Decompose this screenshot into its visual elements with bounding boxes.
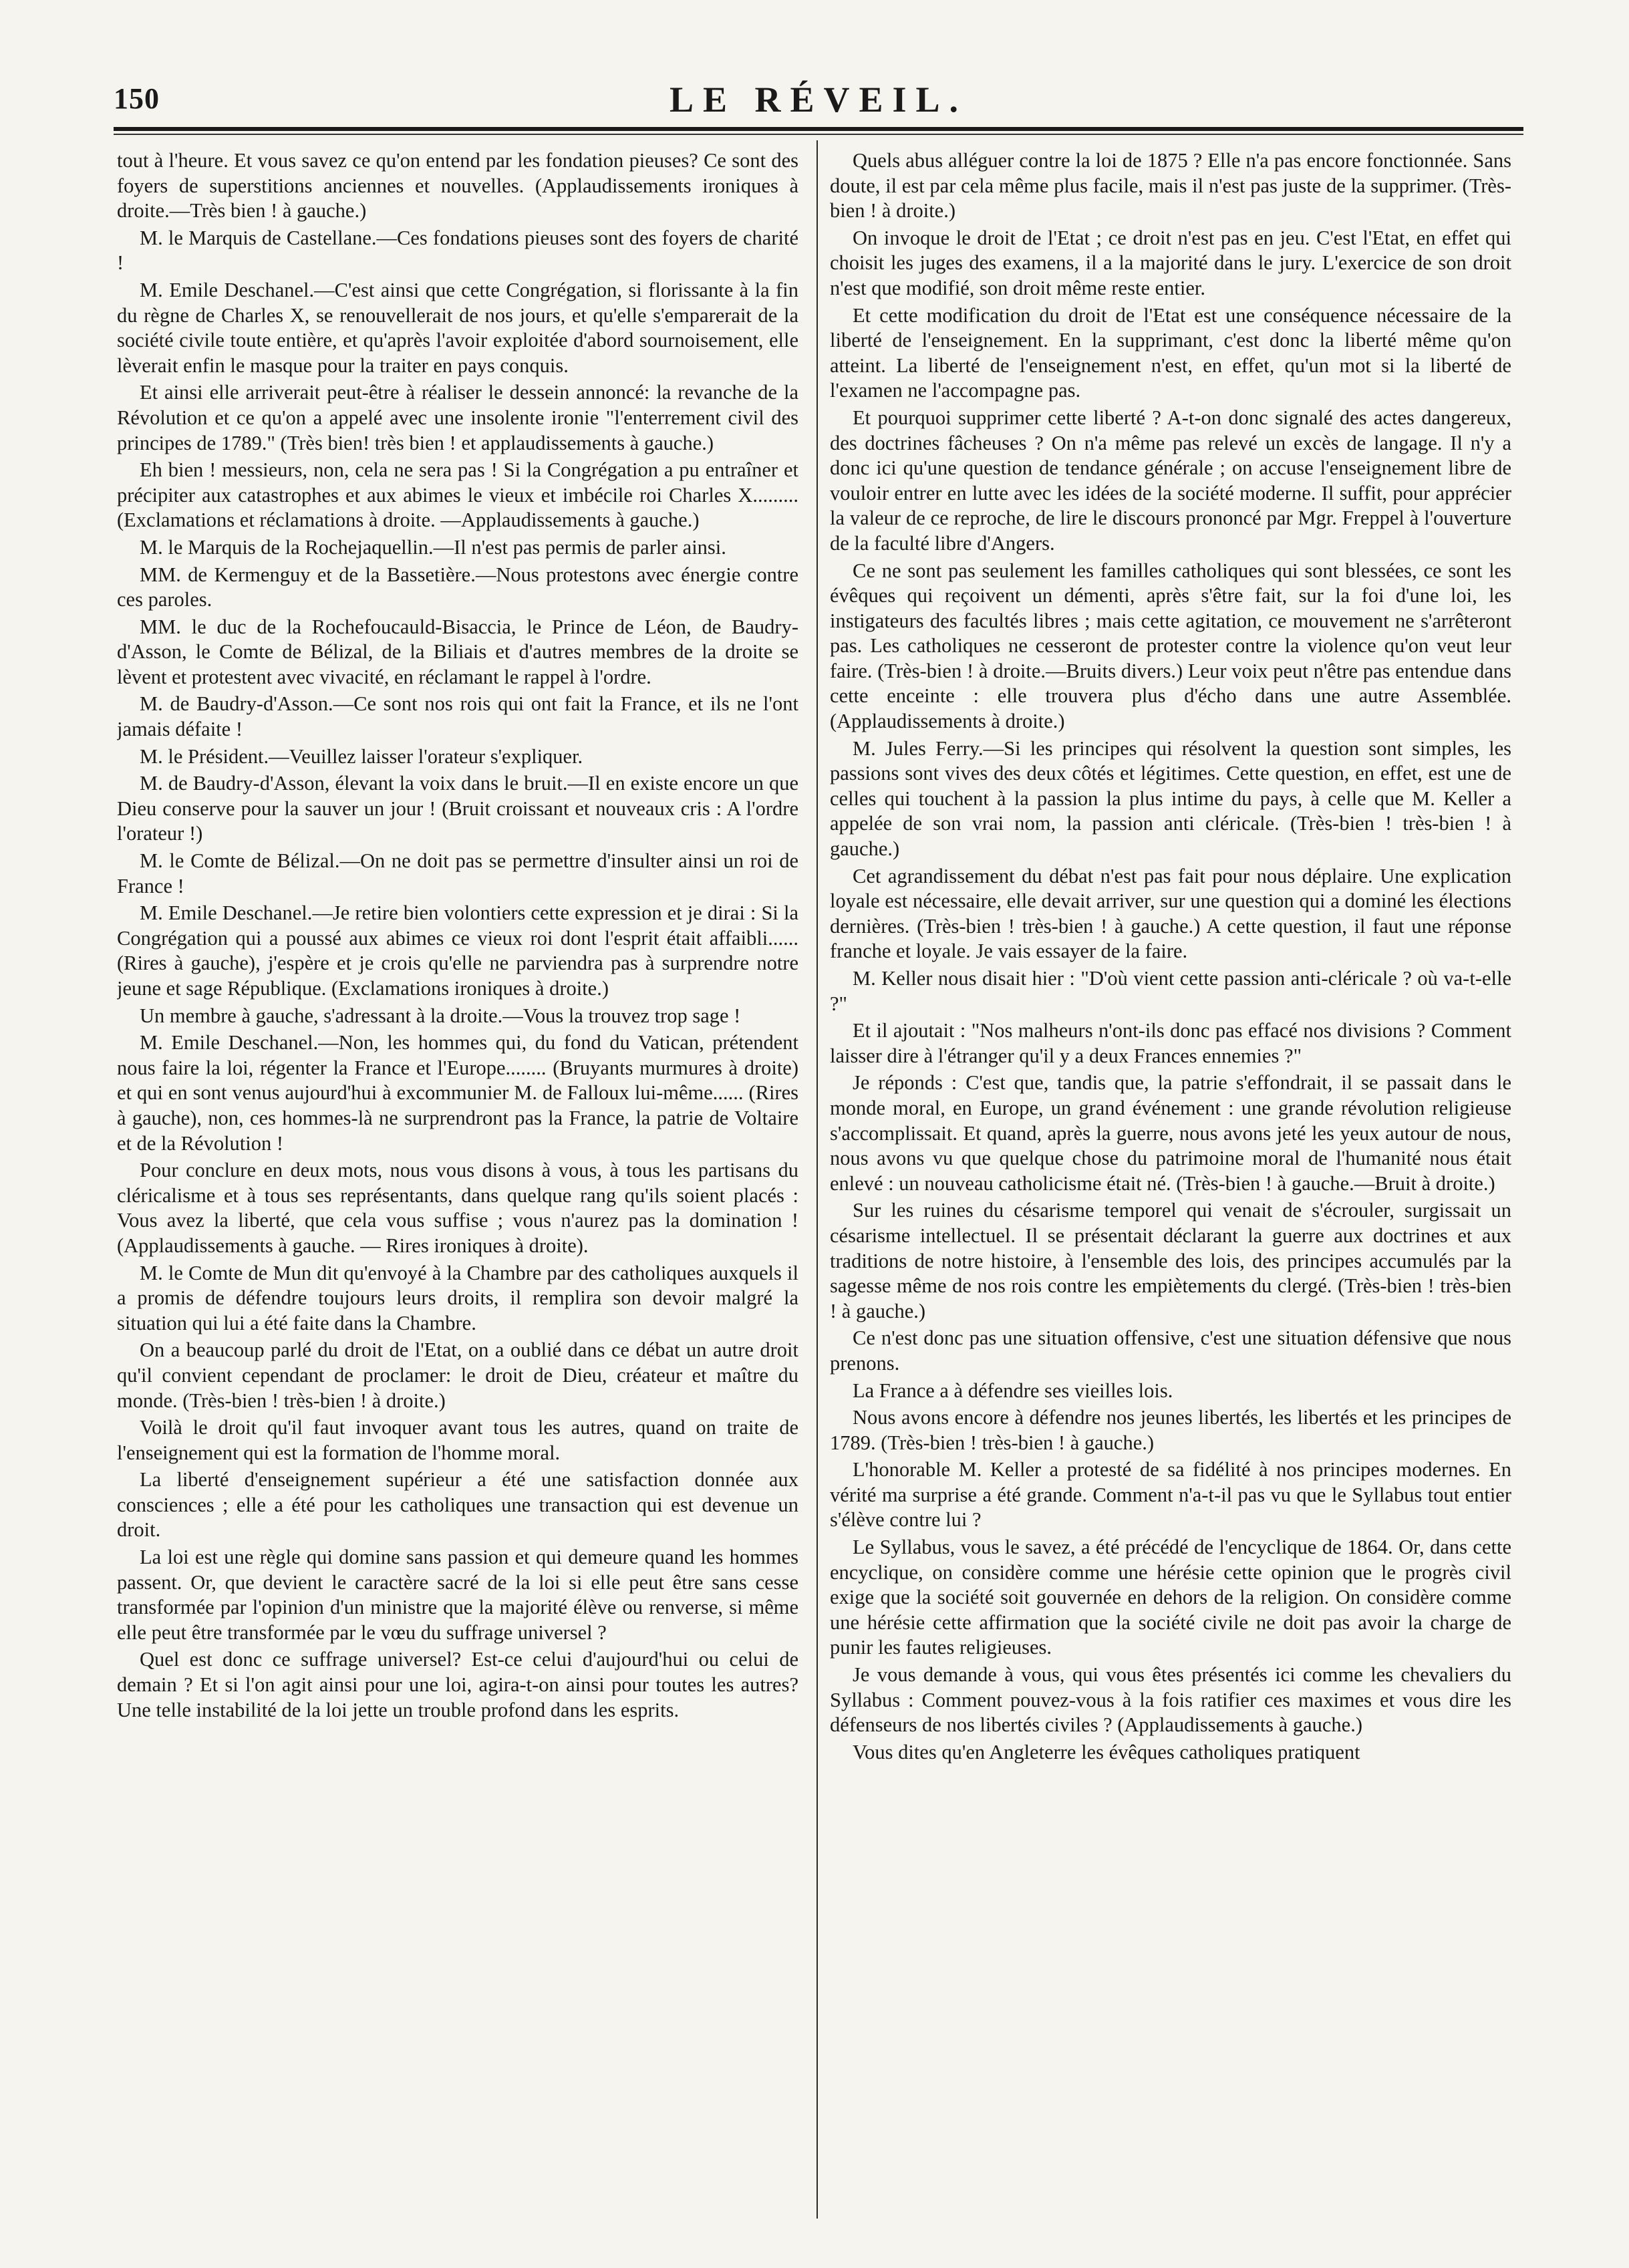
paragraph: M. Emile Deschanel.—C'est ainsi que cette Congrégation, si florissante à la fin du règne de Charles X, se renouvellerait de nos jours, et qu'elle s'emparerait de la société civile toute entière, et qu'après l'avoir exploitée d'abord sournoisement, elle lèverait enfin le masque pour la traiter en pays conquis. xyxy=(117,278,798,377)
paragraph: La loi est une règle qui domine sans passion et qui demeure quand les hommes passent. Or, que devient le caractère sacré de la loi si elle peut être sans cesse transformée par l'opinion d'un ministre que la majorité élève ou renverse, si même elle peut être transformée par le vœu du suffrage universel ? xyxy=(117,1546,798,1644)
paragraph: Ce n'est donc pas une situation offensive, c'est une situation défensive que nous prenons. xyxy=(830,1326,1511,1375)
paragraph: M. de Baudry-d'Asson.—Ce sont nos rois qui ont fait la France, et ils ne l'ont jamais défaite ! xyxy=(117,692,798,741)
paragraph: Le Syllabus, vous le savez, a été précédé de l'encyclique de 1864. Or, dans cette encyclique, on considère comme une hérésie cette opinion que le progrès civil exige que la société soit gouvernée en dehors de la religion. On considère comme une hérésie cette affirmation que la société civile ne doit pas avoir la charge de punir les fautes religieuses. xyxy=(830,1536,1511,1659)
paragraph: Et cette modification du droit de l'Etat est une conséquence nécessaire de la liberté de l'enseignement. En la supprimant, c'est donc la liberté même qu'on atteint. La liberté de l'enseignement n'est, en effet, qu'un mot si la liberté de l'examen ne l'accompagne pas. xyxy=(830,303,1511,402)
paragraph: On invoque le droit de l'Etat ; ce droit n'est pas en jeu. C'est l'Etat, en effet qui choisit les juges des examens, il a la majorité dans le jury. L'exercice de son droit n'est que modifié, son droit même reste entier. xyxy=(830,226,1511,299)
masthead-title: LE RÉVEIL. xyxy=(669,80,968,120)
paragraph: Vous dites qu'en Angleterre les évêques catholiques pratiquent xyxy=(853,1740,1360,1763)
paragraph: Eh bien ! messieurs, non, cela ne sera pas ! Si la Congrégation a pu entraîner et précipiter aux catastrophes et aux abimes le vieux et imbécile roi Charles X......... (Exclamations et réclamations à droite. —Applaudissements à gauche.) xyxy=(117,458,798,532)
paragraph: M. de Baudry-d'Asson, élevant la voix dans le bruit.—Il en existe encore un que Dieu conserve pour la sauver un jour ! (Bruit croissant et nouveaux cris : A l'ordre l'orateur !) xyxy=(117,772,798,845)
paragraph: M. le Marquis de Castellane.—Ces fondations pieuses sont des foyers de charité ! xyxy=(117,226,798,275)
paragraph: La liberté d'enseignement supérieur a été une satisfaction donnée aux consciences ; elle a été pour les catholiques une transaction qui est devenue un droit. xyxy=(117,1468,798,1542)
right-column xyxy=(830,148,1511,2220)
paragraph: Et ainsi elle arriverait peut-être à réaliser le dessein annoncé: la revanche de la Révolution et ce qu'on a appelé avec une insolente ironie "l'enterrement civil des principes de 1789." (Très bien! très bien ! et applaudissements à gauche.) xyxy=(117,381,798,454)
paragraph: Ce ne sont pas seulement les familles catholiques qui sont blessées, ce sont les évêques qui reçoivent un démenti, après s'être fait, sur la foi d'une loi, les instigateurs des facultés libres ; mais cette agitation, ce mouvement ne s'arrêteront pas. Les catholiques ne cesseront de protester contre la violence qu'on veut leur faire. (Très-bien ! à droite.—Bruits divers.) Leur voix peut n'être pas entendue dans cette enceinte : elle trouvera plus d'écho dans une autre Assemblée. (Applaudissements à droite.) xyxy=(830,559,1511,733)
paragraph: MM. de Kermenguy et de la Bassetière.—Nous protestons avec énergie contre ces paroles. xyxy=(117,563,798,611)
paragraph: Un membre à gauche, s'adressant à la droite.—Vous la trouvez trop sage ! xyxy=(140,1004,741,1027)
paragraph: Quel est donc ce suffrage universel? Est-ce celui d'aujourd'hui ou celui de demain ? Et si l'on agit ainsi pour une loi, agira-t-on ainsi pour toutes les autres? Une telle instabilité de la loi jette un trouble profond dans les esprits. xyxy=(117,1648,798,1721)
paragraph: Et pourquoi supprimer cette liberté ? A-t-on donc signalé des actes dangereux, des doctrines fâcheuses ? On n'a même pas relevé un excès de langage. Il n'y a donc ici qu'une question de tendance générale ; on accuse l'enseignement libre de vouloir entrer en lutte avec les idées de la société moderne. Il suffit, pour apprécier la valeur de ce reproche, de lire le discours prononcé par Mgr. Freppel à l'ouverture de la faculté libre d'Angers. xyxy=(830,406,1511,555)
paragraph: M. Jules Ferry.—Si les principes qui résolvent la question sont simples, les passions sont vives des deux côtés et légitimes. Cette question, en effet, est une de celles qui touchent à la passion la plus intime du pays, à celle que M. Keller a appelée de son vrai nom, la passion anti cléricale. (Très-bien ! très-bien ! à gauche.) xyxy=(830,736,1511,861)
paragraph: Sur les ruines du césarisme temporel qui venait de s'écrouler, surgissait un césarisme intellectuel. Il se présentait déclarant la guerre aux doctrines et aux traditions de notre histoire, à l'ensemble des lois, des principes accumulés par la sagesse même de nos rois contre les empiètements du clergé. (Très-bien ! très-bien ! à gauche.) xyxy=(830,1199,1511,1322)
paragraph: La France a à défendre ses vieilles lois. xyxy=(853,1379,1173,1402)
paragraph: M. Emile Deschanel.—Je retire bien volontiers cette expression et je dirai : Si la Congrégation qui a poussé aux abimes ce vieux roi dont l'esprit était affaibli...... (Rires à gauche), j'espère et je crois qu'elle ne parviendra pas à surprendre notre jeune et sage République. (Exclamations ironiques à droite.) xyxy=(117,901,798,1000)
paragraph: M. le Président.—Veuillez laisser l'orateur s'expliquer. xyxy=(140,744,583,768)
paragraph: M. Emile Deschanel.—Non, les hommes qui, du fond du Vatican, prétendent nous faire la loi, régenter la France et l'Europe........ (Bruyants murmures à droite) et qui en sont venus aujourd'hui à excommunier M. de Falloux lui-même...... (Rires à gauche), non, ces hommes-là ne surprendront pas la France, la patrie de Voltaire et de la Révolution ! xyxy=(117,1031,798,1155)
header-rule xyxy=(114,127,1523,131)
paragraph: L'honorable M. Keller a protesté de sa fidélité à nos principes modernes. En vérité ma surprise a été grande. Comment n'a-t-il pas vu que le Syllabus tout entier s'élève contre lui ? xyxy=(830,1458,1511,1532)
header-rule-thin xyxy=(114,134,1523,135)
paragraph: M. le Comte de Bélizal.—On ne doit pas se permettre d'insulter ainsi un roi de France ! xyxy=(117,849,798,897)
column-divider xyxy=(817,140,818,2219)
page-number: 150 xyxy=(114,82,160,115)
paragraph: Voilà le droit qu'il faut invoquer avant tous les autres, quand on traite de l'enseignement qui est la formation de l'homme moral. xyxy=(117,1416,798,1464)
paragraph: Cet agrandissement du débat n'est pas fait pour nous déplaire. Une explication loyale est nécessaire, elle devait arriver, sur une question qui a dominé les élections dernières. (Très-bien ! très-bien ! à gauche.) A cette question, il faut une réponse franche et loyale. Je vais essayer de la faire. xyxy=(830,864,1511,963)
page-header xyxy=(114,79,1523,119)
paragraph: M. le Comte de Mun dit qu'envoyé à la Chambre par des catholiques auxquels il a promis de défendre toujours leurs droits, il remplira son devoir malgré la situation qui lui a été faite dans la Chambre. xyxy=(117,1261,798,1334)
paragraph: Pour conclure en deux mots, nous vous disons à vous, à tous les partisans du cléricalisme et à tous ses représentants, dans quelque rang qu'ils soient placés : Vous avez la liberté, que cela vous suffise ; vous n'aurez pas la domination ! (Applaudissements à gauche. — Rires ironiques à droite). xyxy=(117,1159,798,1257)
paragraph: MM. le duc de la Rochefoucauld-Bisaccia, le Prince de Léon, de Baudry-d'Asson, le Comte de Bélizal, de la Biliais et d'autres membres de la droite se lèvent et protestent avec vivacité, en réclamant le rappel à l'ordre. xyxy=(117,615,798,688)
paragraph: Nous avons encore à défendre nos jeunes libertés, les libertés et les principes de 1789. (Très-bien ! très-bien ! à gauche.) xyxy=(830,1406,1511,1454)
left-column xyxy=(117,148,798,2220)
paragraph: Je réponds : C'est que, tandis que, la patrie s'effondrait, il se passait dans le monde moral, en Europe, un grand événement : une grande révolution religieuse s'accomplissait. Et quand, après la guerre, nous avons jeté les yeux autour de nous, nous avons vu que quelque chose du patrimoine moral de l'humanité nous était enlevé : un nouveau catholicisme était né. (Très-bien ! à gauche.—Bruit à droite.) xyxy=(830,1071,1511,1195)
paragraph: M. le Marquis de la Rochejaquellin.—Il n'est pas permis de parler ainsi. xyxy=(140,535,726,559)
paragraph: Je vous demande à vous, qui vous êtes présentés ici comme les chevaliers du Syllabus : Comment pouvez-vous à la fois ratifier ces maximes et vous dire les défenseurs de nos libertés civiles ? (Applaudissements à gauche.) xyxy=(830,1663,1511,1737)
paragraph: Quels abus alléguer contre la loi de 1875 ? Elle n'a pas encore fonctionnée. Sans doute, il est par cela même plus facile, mais il n'est pas juste de la supprimer. (Très-bien ! à droite.) xyxy=(830,149,1511,223)
paragraph: On a beaucoup parlé du droit de l'Etat, on a oublié dans ce débat un autre droit qu'il convient cependant de proclamer: le droit de Dieu, créateur et maître du monde. (Très-bien ! très-bien ! à droite.) xyxy=(117,1338,798,1412)
paragraph: M. Keller nous disait hier : "D'où vient cette passion anti-cléricale ? où va-t-elle ?" xyxy=(830,967,1511,1015)
paragraph: tout à l'heure. Et vous savez ce qu'on entend par les fondation pieuses? Ce sont des foyers de superstitions anciennes et nouvelles. (Applaudissements ironiques à droite.—Très bien ! à gauche.) xyxy=(117,149,798,223)
paragraph: Et il ajoutait : "Nos malheurs n'ont-ils donc pas effacé nos divisions ? Comment laisser dire à l'étranger qu'il y a deux Frances ennemies ?" xyxy=(830,1019,1511,1067)
